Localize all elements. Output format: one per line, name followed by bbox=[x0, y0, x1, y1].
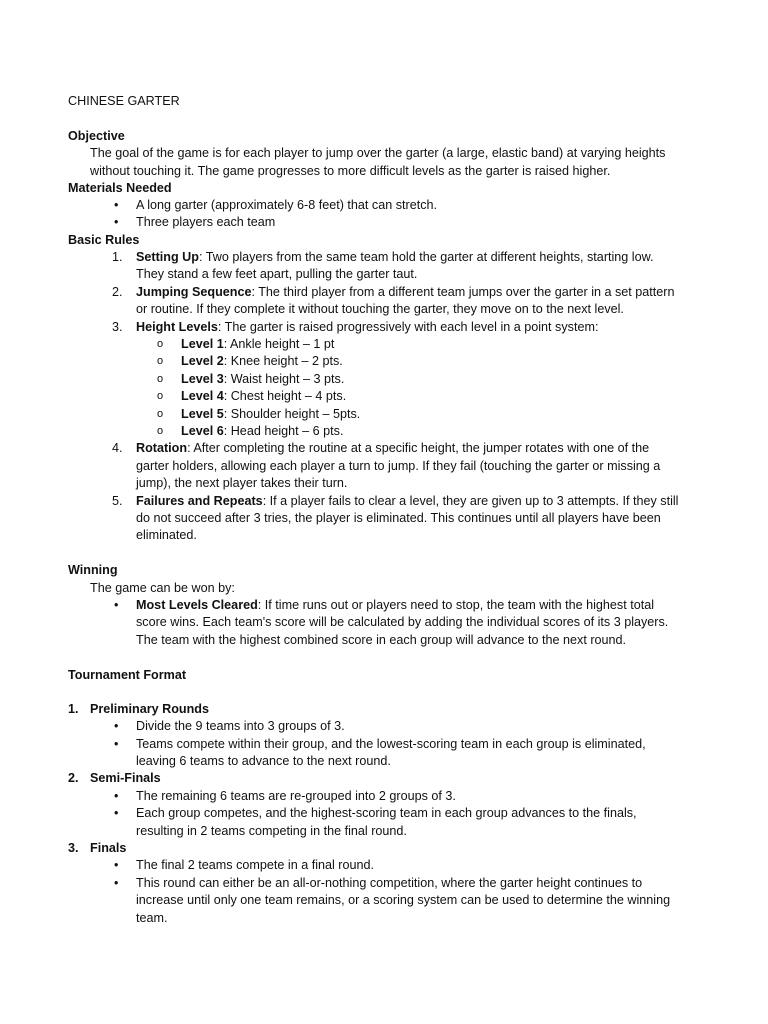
tournament-bullet: • Each group competes, and the highest-scoring team in each group advances to the finals, bbox=[136, 805, 637, 822]
tournament-bullet: • The final 2 teams compete in a final round. bbox=[136, 857, 374, 874]
rule-number: 3. bbox=[112, 320, 123, 334]
rules-heading: Basic Rules bbox=[68, 233, 140, 247]
rule-text-line: garter holders, allowing each player a turn to jump. If they fail (touching the garter or missing a bbox=[136, 459, 661, 473]
rule-term: Setting Up bbox=[136, 250, 199, 264]
level-item: o Level 6: Head height – 6 pts. bbox=[181, 423, 343, 440]
rule-text-line: or routine. If they complete it without touching the garter, they move on to the next level. bbox=[136, 302, 624, 316]
rule-text-line: jump), the next player takes their turn. bbox=[136, 476, 348, 490]
materials-heading: Materials Needed bbox=[68, 181, 172, 195]
rule-text: : The third player from a different team jumps over the garter in a set pattern bbox=[251, 285, 675, 299]
materials-item: • Three players each team bbox=[136, 214, 275, 231]
circle-bullet-icon: o bbox=[157, 355, 164, 367]
rule-item bbox=[112, 440, 650, 457]
tournament-bullet-line: increase until only one team remains, or a scoring system can be used to determine the winning bbox=[136, 893, 671, 907]
level-item: o Level 1: Ankle height – 1 pt bbox=[181, 336, 334, 353]
rule-text: : Two players from the same team hold the garter at different heights, starting low. bbox=[198, 250, 654, 264]
document-title: CHINESE GARTER bbox=[68, 94, 180, 108]
tournament-bullet: • Divide the 9 teams into 3 groups of 3. bbox=[136, 718, 345, 735]
rule-item bbox=[112, 319, 599, 336]
objective-line: without touching it. The game progresses to more difficult levels as the garter is raised higher. bbox=[90, 164, 611, 178]
objective-line: The goal of the game is for each player to jump over the garter (a large, elastic band) at varying heights bbox=[90, 146, 666, 160]
tournament-heading: Tournament Format bbox=[68, 668, 187, 682]
rule-item bbox=[112, 493, 679, 510]
rule-number: 2. bbox=[112, 285, 123, 299]
rule-term: Height Levels bbox=[136, 320, 218, 334]
rule-number: 1. bbox=[112, 250, 123, 264]
rule-number: 5. bbox=[112, 494, 123, 508]
rule-text-line: eliminated. bbox=[136, 528, 197, 542]
circle-bullet-icon: o bbox=[157, 408, 164, 420]
tournament-section-heading: 2. Semi-Finals bbox=[68, 771, 161, 785]
rule-term: Rotation bbox=[136, 441, 188, 455]
rule-text-line: do not succeed after 3 tries, the player is eliminated. This continues until all players have been bbox=[136, 511, 661, 525]
tournament-bullet: • Teams compete within their group, and the lowest-scoring team in each group is eliminated, bbox=[136, 736, 646, 753]
circle-bullet-icon: o bbox=[157, 390, 164, 402]
level-item: o Level 5: Shoulder height – 5pts. bbox=[181, 406, 360, 423]
level-item: o Level 2: Knee height – 2 pts. bbox=[181, 353, 343, 370]
tournament-section-heading: 3. Finals bbox=[68, 841, 127, 855]
level-item: o Level 4: Chest height – 4 pts. bbox=[181, 388, 346, 405]
tournament-bullet: • This round can either be an all-or-nothing competition, where the garter height continues to bbox=[136, 875, 642, 892]
rule-term: Failures and Repeats bbox=[136, 494, 263, 508]
circle-bullet-icon: o bbox=[157, 338, 164, 350]
tournament-bullet-line: resulting in 2 teams competing in the final round. bbox=[136, 824, 407, 838]
winning-text-line: The team with the highest combined score in each group will advance to the next round. bbox=[136, 633, 627, 647]
rule-text: : If a player fails to clear a level, they are given up to 3 attempts. If they still bbox=[262, 494, 679, 508]
rule-text: : After completing the routine at a specific height, the jumper rotates with one of the bbox=[187, 441, 650, 455]
winning-text-line: score wins. Each team's score will be calculated by adding the individual scores of its 3 players. bbox=[136, 615, 669, 629]
tournament-bullet: • The remaining 6 teams are re-grouped into 2 groups of 3. bbox=[136, 788, 456, 805]
rule-text: : The garter is raised progressively with each level in a point system: bbox=[217, 320, 599, 334]
tournament-bullet-line: leaving 6 teams to advance to the next round. bbox=[136, 754, 391, 768]
winning-heading: Winning bbox=[68, 563, 118, 577]
winning-intro: The game can be won by: bbox=[90, 581, 235, 595]
tournament-section-heading: 1. Preliminary Rounds bbox=[68, 702, 209, 716]
circle-bullet-icon: o bbox=[157, 425, 164, 437]
circle-bullet-icon: o bbox=[157, 373, 164, 385]
level-item: o Level 3: Waist height – 3 pts. bbox=[181, 371, 344, 388]
rule-item bbox=[112, 284, 675, 301]
tournament-bullet-line: team. bbox=[136, 911, 168, 925]
winning-item: • Most Levels Cleared: If time runs out or players need to stop, the team with the highest total bbox=[136, 597, 654, 614]
objective-heading: Objective bbox=[68, 129, 125, 143]
rule-item bbox=[112, 249, 654, 266]
materials-item: • A long garter (approximately 6-8 feet) that can stretch. bbox=[136, 197, 437, 214]
rule-text-line: They stand a few feet apart, pulling the garter taut. bbox=[136, 267, 418, 281]
rule-number: 4. bbox=[112, 441, 123, 455]
rule-term: Jumping Sequence bbox=[136, 285, 252, 299]
